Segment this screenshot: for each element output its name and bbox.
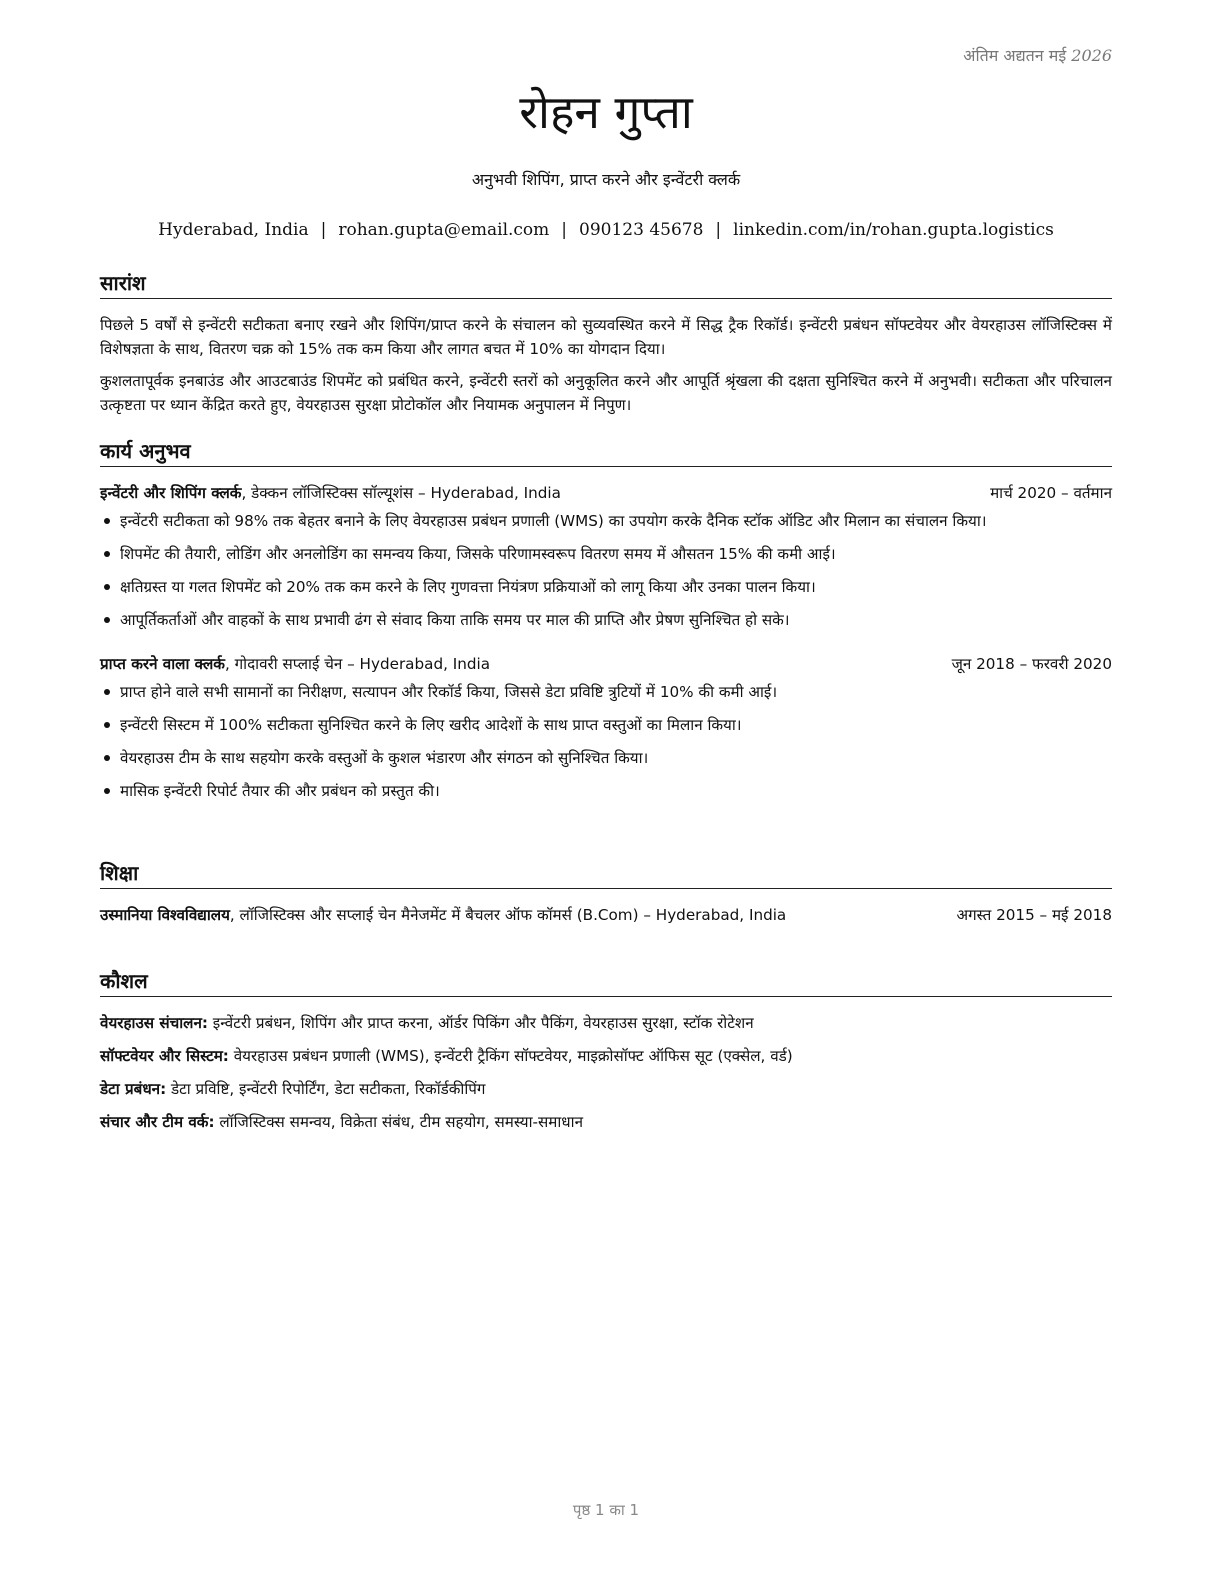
last-updated-year: 2026 xyxy=(1071,46,1112,65)
skill-value: लॉजिस्टिक्स समन्वय, विक्रेता संबंध, टीम सहयोग, समस्या-समाधान xyxy=(214,1113,584,1131)
bullet-icon xyxy=(104,722,110,728)
list-item xyxy=(100,608,1112,632)
education-line xyxy=(100,903,786,927)
summary-heading: सारांश xyxy=(100,270,1112,299)
summary-section xyxy=(100,270,1112,417)
skill-row xyxy=(100,1044,1112,1068)
contact-separator: | xyxy=(715,220,722,240)
education-heading: शिक्षा xyxy=(100,860,1112,889)
bullet-text: आपूर्तिकर्ताओं और वाहकों के साथ प्रभावी ढंग से संवाद किया ताकि समय पर माल की प्राप्ति और प्रेषण सुनिश्चित हो सके। xyxy=(120,611,790,629)
list-item xyxy=(100,779,1112,803)
experience-heading: कार्य अनुभव xyxy=(100,438,1112,467)
experience-section xyxy=(100,438,1112,812)
education-degree: , लॉजिस्टिक्स और सप्लाई चेन मैनेजमेंट में बैचलर ऑफ कॉमर्स (B.Com) – Hyderabad, India xyxy=(229,906,787,924)
skill-value: डेटा प्रविष्टि, इन्वेंटरी रिपोर्टिंग, डेटा सटीकता, रिकॉर्डकीपिंग xyxy=(166,1080,486,1098)
bullet-icon xyxy=(104,788,110,794)
last-updated xyxy=(963,44,1112,66)
skills-section xyxy=(100,968,1112,1143)
summary-paragraph: कुशलतापूर्वक इनबाउंड और आउटबाउंड शिपमेंट को प्रबंधित करने, इन्वेंटरी स्तरों को अनुकूलित करने और आपूर्ति श्रृंखला की दक्षता सुनिश्चित करने में अनुभवी। सटीकता और परिचालन उत्कृष्टता पर ध्यान केंद्रित करते हुए, वेयरहाउस सुरक्षा प्रोटोकॉल और नियामक अनुपालन में निपुण। xyxy=(100,372,1112,414)
page-number: पृष्ठ 1 का 1 xyxy=(572,1501,640,1519)
bullet-icon xyxy=(104,755,110,761)
skill-value: वेयरहाउस प्रबंधन प्रणाली (WMS), इन्वेंटरी ट्रैकिंग सॉफ्टवेयर, माइक्रोसॉफ्ट ऑफिस सूट (एक्सेल, वर्ड) xyxy=(228,1047,793,1065)
skill-row xyxy=(100,1011,1112,1035)
job-dates: जून 2018 – फरवरी 2020 xyxy=(951,655,1112,673)
job-company: , गोदावरी सप्लाई चेन – Hyderabad, India xyxy=(224,655,491,673)
skills-list xyxy=(100,1011,1112,1134)
candidate-name: रोहन गुप्ता xyxy=(519,85,693,139)
skill-label: सॉफ्टवेयर और सिस्टम: xyxy=(100,1047,229,1065)
job-entry xyxy=(100,481,1112,632)
list-item xyxy=(100,509,1112,533)
last-updated-label: अंतिम अद्यतन मई xyxy=(963,46,1067,65)
education-institution: उस्मानिया विश्वविद्यालय xyxy=(100,906,230,924)
bullet-text: क्षतिग्रस्त या गलत शिपमेंट को 20% तक कम करने के लिए गुणवत्ता नियंत्रण प्रक्रियाओं को लागू किया और उनका पालन किया। xyxy=(120,578,816,596)
job-title-line xyxy=(100,481,561,505)
education-section xyxy=(100,860,1112,927)
skills-heading: कौशल xyxy=(100,968,1112,997)
list-item xyxy=(100,713,1112,737)
skill-row xyxy=(100,1110,1112,1134)
candidate-tagline: अनुभवी शिपिंग, प्राप्त करने और इन्वेंटरी क्लर्क xyxy=(471,170,741,189)
job-role: प्राप्त करने वाला क्लर्क xyxy=(100,655,225,673)
list-item xyxy=(100,680,1112,704)
job-company: , डेक्कन लॉजिस्टिक्स सॉल्यूशंस – Hyderabad, India xyxy=(241,484,561,502)
job-header xyxy=(100,481,1112,505)
contact-separator: | xyxy=(561,220,568,240)
skill-label: वेयरहाउस संचालन: xyxy=(100,1014,208,1032)
bullet-icon xyxy=(104,689,110,695)
list-item xyxy=(100,746,1112,770)
bullet-icon xyxy=(104,584,110,590)
resume-page xyxy=(100,0,1112,1584)
skill-value: इन्वेंटरी प्रबंधन, शिपिंग और प्राप्त करना, ऑर्डर पिकिंग और पैकिंग, वेयरहाउस सुरक्षा, स्टॉक रोटेशन xyxy=(207,1014,754,1032)
bullet-text: प्राप्त होने वाले सभी सामानों का निरीक्षण, सत्यापन और रिकॉर्ड किया, जिससे डेटा प्रविष्टि त्रुटियों में 10% की कमी आई। xyxy=(120,683,778,701)
job-role: इन्वेंटरी और शिपिंग क्लर्क xyxy=(100,484,242,502)
skill-row xyxy=(100,1077,1112,1101)
job-header xyxy=(100,652,1112,676)
job-entry xyxy=(100,652,1112,803)
list-item xyxy=(100,542,1112,566)
job-dates: मार्च 2020 – वर्तमान xyxy=(990,484,1112,502)
job-bullets xyxy=(100,680,1112,803)
bullet-icon xyxy=(104,518,110,524)
contact-email-link[interactable]: rohan.gupta@email.com xyxy=(338,220,550,240)
contact-location: Hyderabad, India xyxy=(158,220,309,240)
bullet-text: इन्वेंटरी सिस्टम में 100% सटीकता सुनिश्चित करने के लिए खरीद आदेशों के साथ प्राप्त वस्तुओं का मिलान किया। xyxy=(120,716,742,734)
bullet-icon xyxy=(104,617,110,623)
job-bullets xyxy=(100,509,1112,632)
bullet-icon xyxy=(104,551,110,557)
contact-phone: 090123 45678 xyxy=(579,220,704,240)
bullet-text: इन्वेंटरी सटीकता को 98% तक बेहतर बनाने के लिए वेयरहाउस प्रबंधन प्रणाली (WMS) का उपयोग करके दैनिक स्टॉक ऑडिट और मिलान का संचालन किया। xyxy=(120,512,987,530)
skill-label: डेटा प्रबंधन: xyxy=(100,1080,167,1098)
bullet-text: शिपमेंट की तैयारी, लोडिंग और अनलोडिंग का समन्वय किया, जिसके परिणामस्वरूप वितरण समय में औसतन 15% की कमी आई। xyxy=(120,545,836,563)
bullet-text: वेयरहाउस टीम के साथ सहयोग करके वस्तुओं के कुशल भंडारण और संगठन को सुनिश्चित किया। xyxy=(120,749,649,767)
education-dates: अगस्त 2015 – मई 2018 xyxy=(956,906,1112,924)
skill-label: संचार और टीम वर्क: xyxy=(100,1113,215,1131)
contact-line xyxy=(100,220,1112,240)
summary-paragraph: पिछले 5 वर्षों से इन्वेंटरी सटीकता बनाए रखने और शिपिंग/प्राप्त करने के संचालन को सुव्यवस्थित करने में सिद्ध ट्रैक रिकॉर्ड। इन्वेंटरी प्रबंधन सॉफ्टवेयर और वेयरहाउस लॉजिस्टिक्स में विशेषज्ञता के साथ, वितरण चक्र को 15% तक कम किया और लागत बचत में 10% का योगदान दिया। xyxy=(100,316,1112,358)
contact-linkedin-link[interactable]: linkedin.com/in/rohan.gupta.logistics xyxy=(733,220,1054,240)
contact-separator: | xyxy=(320,220,327,240)
bullet-text: मासिक इन्वेंटरी रिपोर्ट तैयार की और प्रबंधन को प्रस्तुत की। xyxy=(120,782,440,800)
list-item xyxy=(100,575,1112,599)
education-entry xyxy=(100,903,1112,927)
job-title-line xyxy=(100,652,490,676)
